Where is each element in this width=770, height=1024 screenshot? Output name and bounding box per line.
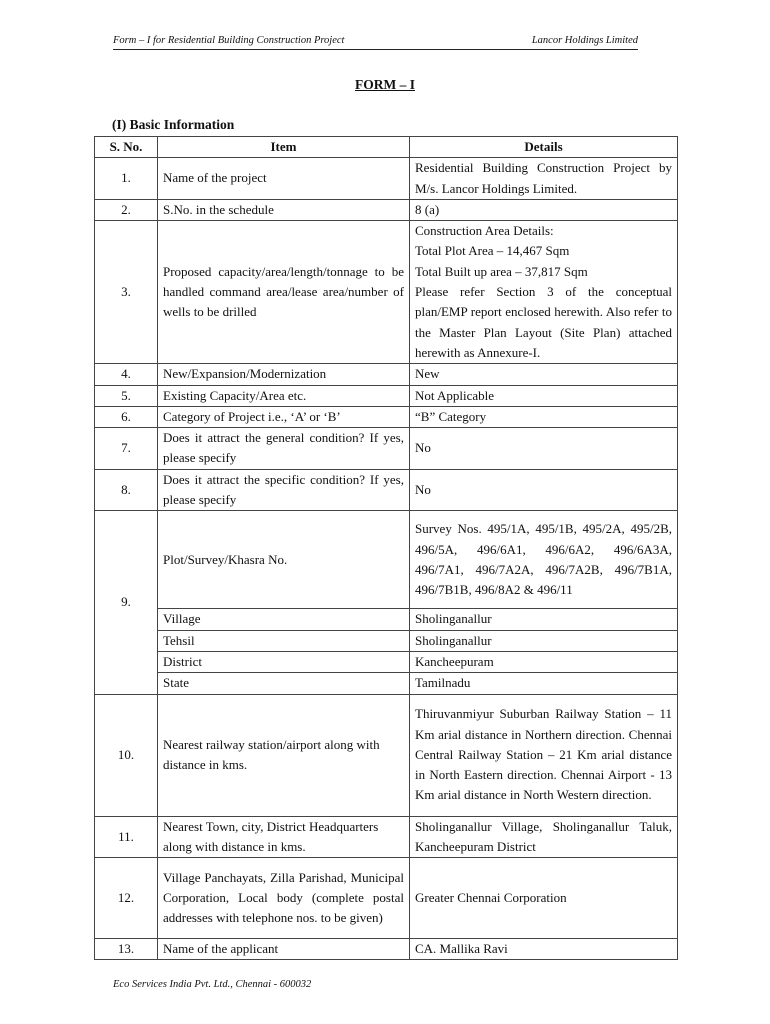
row-details: Tamilnadu xyxy=(410,673,678,694)
table-row xyxy=(95,651,678,672)
row-sno: 2. xyxy=(95,199,158,220)
details-line: Total Plot Area – 14,467 Sqm xyxy=(415,243,570,259)
column-header-details: Details xyxy=(410,137,678,158)
row-sno: 11. xyxy=(95,816,158,858)
row-item: Category of Project i.e., ‘A’ or ‘B’ xyxy=(158,406,410,427)
row-details: 8 (a) xyxy=(410,199,678,220)
row-details xyxy=(410,221,678,364)
header-company-name: Lancor Holdings Limited xyxy=(531,35,638,46)
row-sno: 10. xyxy=(95,694,158,816)
table-header-row xyxy=(95,137,678,158)
row-details: Not Applicable xyxy=(410,385,678,406)
row-details: New xyxy=(410,364,678,385)
row-item: Village xyxy=(158,609,410,630)
form-title: FORM – I xyxy=(355,77,415,92)
row-details: No xyxy=(410,428,678,470)
table-row xyxy=(95,158,678,200)
table-row xyxy=(95,694,678,816)
table-row xyxy=(95,630,678,651)
row-details: CA. Mallika Ravi xyxy=(410,939,678,960)
row-details: “B” Category xyxy=(410,406,678,427)
row-sno: 1. xyxy=(95,158,158,200)
header-document-title: Form – I for Residential Building Construction Project xyxy=(113,35,345,46)
row-details: Survey Nos. 495/1A, 495/1B, 495/2A, 495/2B, 496/5A, 496/6A1, 496/6A2, 496/6A3A, 496/7A1, 496/7A2A, 496/7A2B, 496/7B1A, 496/7B1B, 496/8A2 & 496/11 xyxy=(410,511,678,609)
table-row xyxy=(95,939,678,960)
row-sno: 3. xyxy=(95,221,158,364)
row-details: Sholinganallur xyxy=(410,609,678,630)
page-footer: Eco Services India Pvt. Ltd., Chennai - 600032 xyxy=(113,979,312,990)
table-row xyxy=(95,406,678,427)
row-item: Does it attract the general condition? If yes, please specify xyxy=(158,428,410,470)
table-row xyxy=(95,511,678,609)
row-details: No xyxy=(410,469,678,511)
row-sno: 8. xyxy=(95,469,158,511)
row-item: Plot/Survey/Khasra No. xyxy=(158,511,410,609)
row-item: Name of the applicant xyxy=(158,939,410,960)
row-item: District xyxy=(158,651,410,672)
table-row xyxy=(95,385,678,406)
row-item: Tehsil xyxy=(158,630,410,651)
table-row xyxy=(95,364,678,385)
row-sno: 4. xyxy=(95,364,158,385)
section-heading: (I) Basic Information xyxy=(112,117,235,132)
row-details: Sholinganallur Village, Sholinganallur Taluk, Kancheepuram District xyxy=(410,816,678,858)
row-item: Village Panchayats, Zilla Parishad, Municipal Corporation, Local body (complete postal addresses with telephone nos. to be given) xyxy=(158,858,410,939)
row-item: New/Expansion/Modernization xyxy=(158,364,410,385)
row-item: S.No. in the schedule xyxy=(158,199,410,220)
row-details: Thiruvanmiyur Suburban Railway Station – 11 Km arial distance in Northern direction. Chennai Central Railway Station – 21 Km arial distance in North Eastern direction. Chennai Airport - 13 Km arial distance in North Western direction. xyxy=(410,694,678,816)
row-details: Greater Chennai Corporation xyxy=(410,858,678,939)
row-item: State xyxy=(158,673,410,694)
row-item: Name of the project xyxy=(158,158,410,200)
row-item: Does it attract the specific condition? If yes, please specify xyxy=(158,469,410,511)
table-row xyxy=(95,609,678,630)
table-row xyxy=(95,469,678,511)
details-line: Construction Area Details: xyxy=(415,223,554,239)
row-sno: 9. xyxy=(95,511,158,694)
column-header-sno: S. No. xyxy=(95,137,158,158)
row-item: Existing Capacity/Area etc. xyxy=(158,385,410,406)
table-row xyxy=(95,199,678,220)
table-row xyxy=(95,428,678,470)
row-item: Proposed capacity/area/length/tonnage to be handled command area/lease area/number of wells to be drilled xyxy=(158,221,410,364)
row-sno: 6. xyxy=(95,406,158,427)
details-line: Please refer Section 3 of the conceptual plan/EMP report enclosed herewith. Also refer to the Master Plan Layout (Site Plan) attached herewith as Annexure-I. xyxy=(415,284,672,360)
table-row xyxy=(95,673,678,694)
table-row xyxy=(95,858,678,939)
basic-information-table xyxy=(94,136,678,960)
row-item: Nearest Town, city, District Headquarters along with distance in kms. xyxy=(158,816,410,858)
row-item: Nearest railway station/airport along with distance in kms. xyxy=(158,694,410,816)
row-details: Kancheepuram xyxy=(410,651,678,672)
row-sno: 5. xyxy=(95,385,158,406)
details-line: Total Built up area – 37,817 Sqm xyxy=(415,263,588,279)
table-row xyxy=(95,221,678,364)
row-sno: 7. xyxy=(95,428,158,470)
column-header-item: Item xyxy=(158,137,410,158)
table-row xyxy=(95,816,678,858)
running-header xyxy=(113,35,638,50)
row-sno: 13. xyxy=(95,939,158,960)
row-sno: 12. xyxy=(95,858,158,939)
row-details: Residential Building Construction Project by M/s. Lancor Holdings Limited. xyxy=(410,158,678,200)
row-details: Sholinganallur xyxy=(410,630,678,651)
